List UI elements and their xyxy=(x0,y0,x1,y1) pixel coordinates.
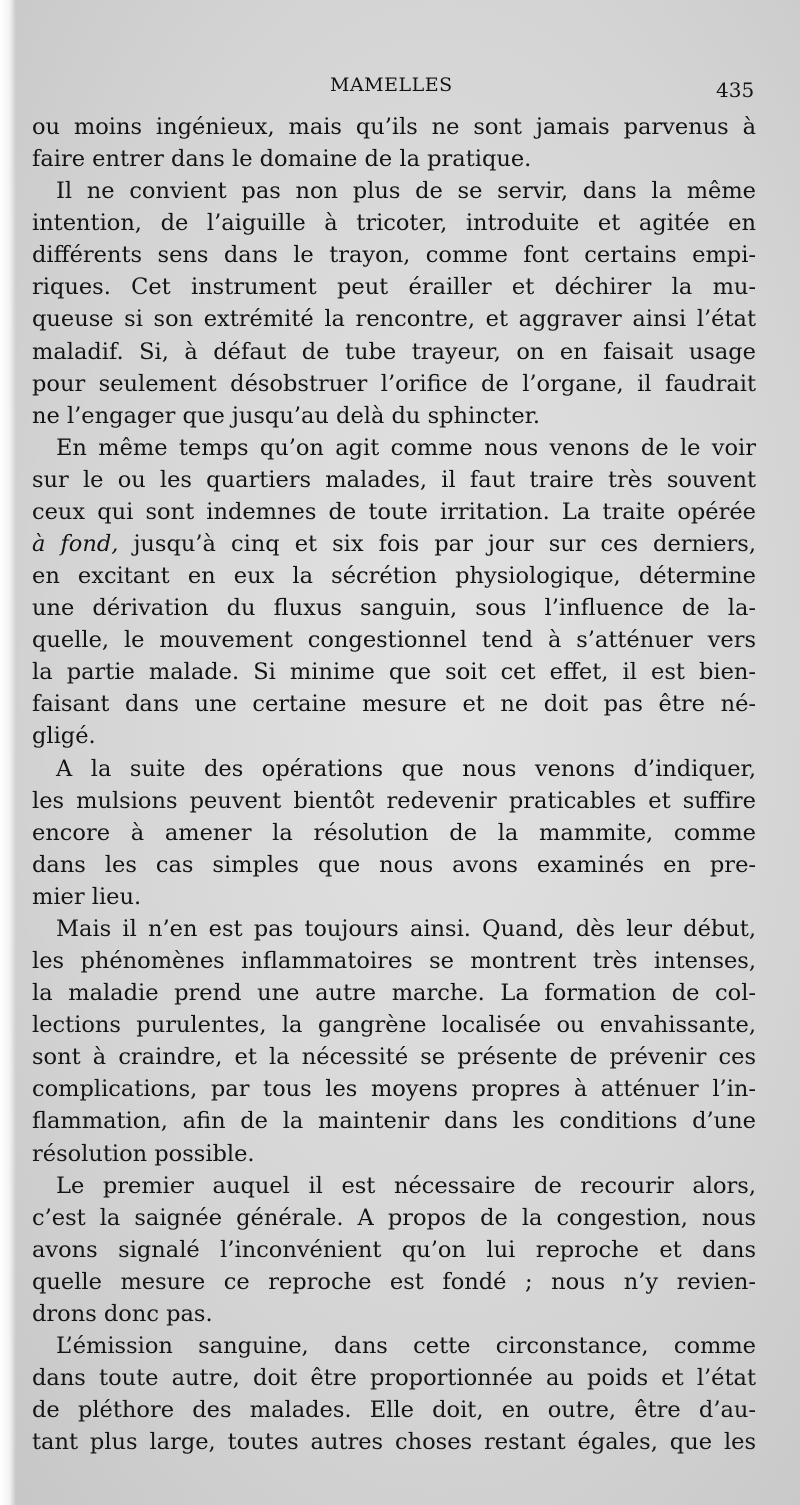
line-text: dans les cas simples que nous avons examinés en pre- xyxy=(32,851,756,878)
line-text: lections purulentes, la gangrène localisée ou envahissante, xyxy=(32,1012,756,1039)
line-text: quelle, le mouvement congestionnel tend à s’atténuer vers xyxy=(32,627,756,654)
line-text: en excitant en eux la sécrétion physiologique, détermine xyxy=(32,563,756,590)
text-line xyxy=(32,400,756,432)
line-text: Mais il n’en est pas toujours ainsi. Quand, dès leur début, xyxy=(56,915,756,942)
text-line xyxy=(32,560,756,592)
text-line xyxy=(32,175,756,207)
line-text: jusqu’à cinq et six fois par jour sur ces derniers, xyxy=(118,531,756,558)
text-line xyxy=(32,464,756,496)
text-line xyxy=(32,1234,756,1266)
text-line xyxy=(32,1009,756,1041)
italic-phrase: à fond, xyxy=(32,531,119,558)
text-line xyxy=(32,1298,756,1330)
line-text: maladif. Si, à défaut de tube trayeur, on en faisait usage xyxy=(32,338,756,365)
text-line xyxy=(32,1362,756,1394)
body-text xyxy=(32,111,756,1458)
line-text: c’est la saignée générale. A propos de la congestion, nous xyxy=(32,1204,756,1231)
text-line xyxy=(32,592,756,624)
line-text: A la suite des opérations que nous venons d’indiquer, xyxy=(56,755,756,782)
line-text: tant plus large, toutes autres choses restant égales, que les xyxy=(32,1429,756,1456)
line-text: faire entrer dans le domaine de la pratique. xyxy=(32,146,532,173)
line-text: complications, par tous les moyens propres à atténuer l’in- xyxy=(32,1076,756,1103)
line-text: queuse si son extrémité la rencontre, et aggraver ainsi l’état xyxy=(32,306,756,333)
text-line xyxy=(32,720,756,752)
text-line xyxy=(32,1266,756,1298)
line-text: ceux qui sont indemnes de toute irritation. La traite opérée xyxy=(32,498,756,525)
page-left-edge xyxy=(0,0,16,1505)
text-line xyxy=(32,913,756,945)
text-line xyxy=(32,1394,756,1426)
text-line xyxy=(32,432,756,464)
line-text: les phénomènes inflammatoires se montrent très intenses, xyxy=(32,948,756,975)
line-text: L’émission sanguine, dans cette circonstance, comme xyxy=(56,1332,756,1359)
line-text: flammation, afin de la maintenir dans les conditions d’une xyxy=(32,1108,756,1135)
line-text: dans toute autre, doit être proportionnée au poids et l’état xyxy=(32,1365,756,1392)
text-line xyxy=(32,688,756,720)
line-text: En même temps qu’on agit comme nous venons de le voir xyxy=(56,434,756,461)
text-line xyxy=(32,656,756,688)
line-text: faisant dans une certaine mesure et ne doit pas être né- xyxy=(32,691,756,718)
line-text: ou moins ingénieux, mais qu’ils ne sont jamais parvenus à xyxy=(32,114,756,140)
line-text: mier lieu. xyxy=(32,883,142,910)
text-line xyxy=(32,368,756,400)
text-line xyxy=(32,1041,756,1073)
text-line xyxy=(32,977,756,1009)
text-line xyxy=(32,1330,756,1362)
text-line xyxy=(32,785,756,817)
text-line xyxy=(32,849,756,881)
text-line xyxy=(32,1138,756,1170)
line-text: sur le ou les quartiers malades, il faut traire très souvent xyxy=(32,466,756,493)
text-line xyxy=(32,753,756,785)
line-text: Il ne convient pas non plus de se servir, dans la même xyxy=(56,178,756,205)
line-text: la partie malade. Si minime que soit cet effet, il est bien- xyxy=(32,659,756,686)
line-text: quelle mesure ce reproche est fondé ; nous n’y revien- xyxy=(32,1268,756,1295)
running-head xyxy=(0,74,800,104)
text-line xyxy=(32,111,756,143)
line-text: encore à amener la résolution de la mammite, comme xyxy=(32,819,756,846)
line-text: les mulsions peuvent bientôt redevenir praticables et suffire xyxy=(32,787,756,814)
line-text: gligé. xyxy=(32,723,96,750)
line-text: sont à craindre, et la nécessité se présente de prévenir ces xyxy=(32,1044,756,1071)
line-text: Le premier auquel il est nécessaire de recourir alors, xyxy=(56,1172,756,1199)
line-text: drons donc pas. xyxy=(32,1300,213,1327)
text-line xyxy=(32,271,756,303)
text-line xyxy=(32,1105,756,1137)
text-line xyxy=(32,496,756,528)
text-line xyxy=(32,143,756,175)
text-line xyxy=(32,336,756,368)
line-text: riques. Cet instrument peut érailler et déchirer la mu- xyxy=(32,274,756,301)
text-line xyxy=(32,239,756,271)
page-number: 435 xyxy=(716,78,755,102)
text-line xyxy=(32,1202,756,1234)
text-line xyxy=(32,945,756,977)
line-text: intention, de l’aiguille à tricoter, introduite et agitée en xyxy=(32,210,756,237)
text-line xyxy=(32,817,756,849)
text-line xyxy=(32,528,756,560)
running-title: MAMELLES xyxy=(330,74,453,96)
text-line xyxy=(32,881,756,913)
text-line xyxy=(32,1426,756,1458)
line-text: ne l’engager que jusqu’au delà du sphincter. xyxy=(32,402,541,429)
line-text: une dérivation du fluxus sanguin, sous l’influence de la- xyxy=(32,595,756,622)
line-text: différents sens dans le trayon, comme font certains empi- xyxy=(32,242,756,269)
text-line xyxy=(32,1073,756,1105)
text-line xyxy=(32,624,756,656)
text-line xyxy=(32,303,756,335)
line-text: pour seulement désobstruer l’orifice de l’organe, il faudrait xyxy=(32,370,756,397)
line-text: de pléthore des malades. Elle doit, en outre, être d’au- xyxy=(32,1397,756,1424)
text-line xyxy=(32,1170,756,1202)
line-text: la maladie prend une autre marche. La formation de col- xyxy=(32,980,756,1007)
line-text: avons signalé l’inconvénient qu’on lui reproche et dans xyxy=(32,1236,756,1263)
line-text: résolution possible. xyxy=(32,1140,255,1167)
text-line xyxy=(32,207,756,239)
